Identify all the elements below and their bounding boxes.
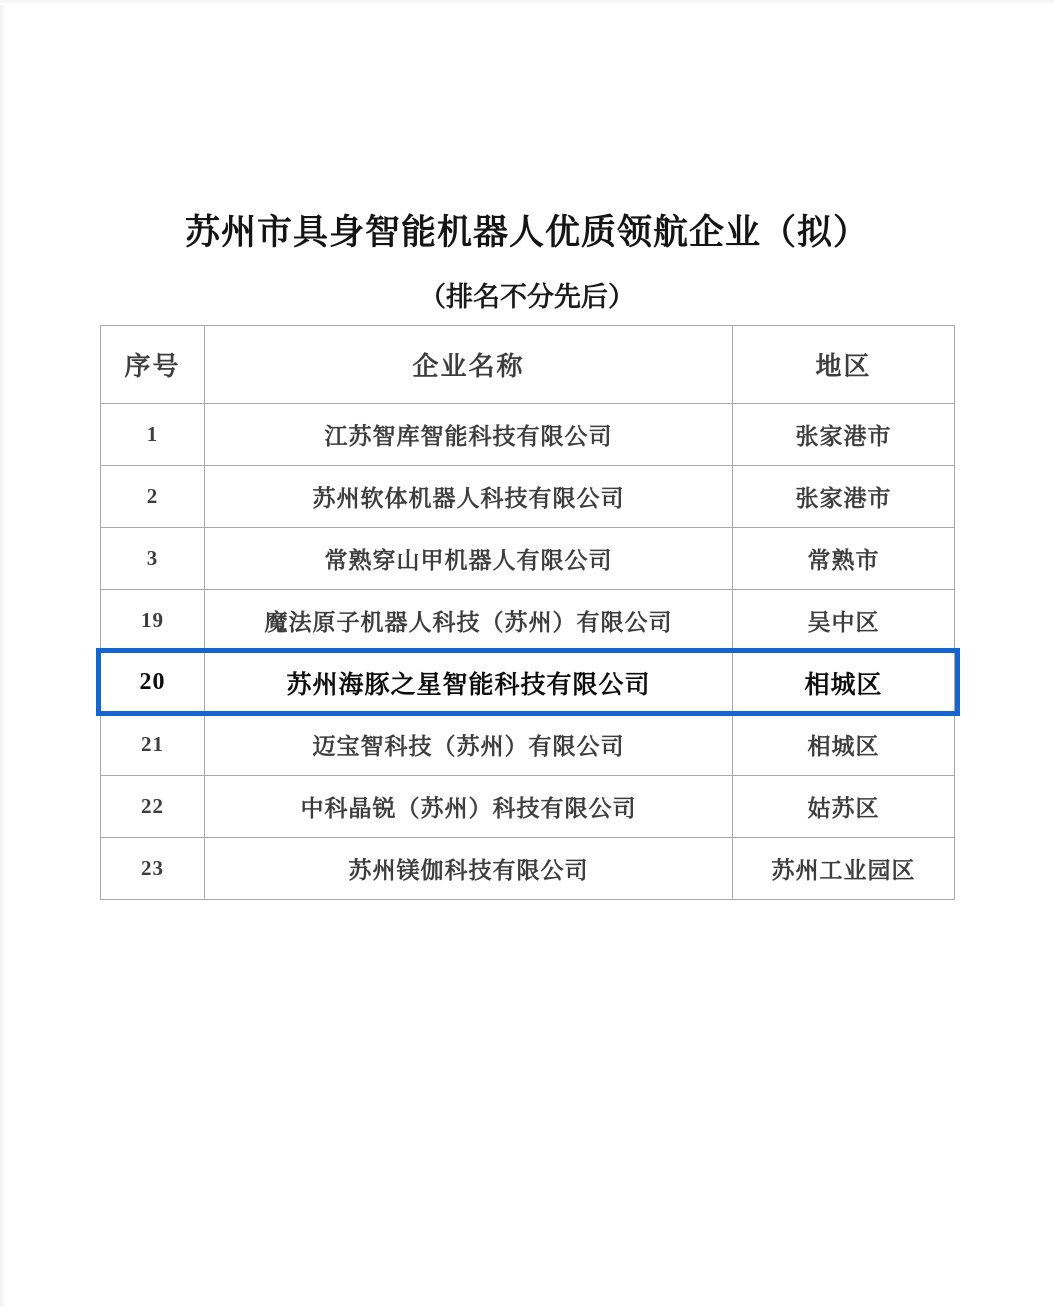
cell-enterprise-name: 魔法原子机器人科技（苏州）有限公司	[205, 590, 733, 652]
cell-enterprise-name: 苏州软体机器人科技有限公司	[205, 466, 733, 528]
cell-enterprise-name: 迈宝智科技（苏州）有限公司	[205, 714, 733, 776]
page-title: 苏州市具身智能机器人优质领航企业（拟）	[184, 213, 869, 253]
cell-index: 22	[101, 776, 205, 838]
table-row	[101, 404, 955, 466]
column-header-name: 企业名称	[205, 326, 733, 404]
table-row	[101, 838, 955, 900]
cell-area: 吴中区	[733, 590, 955, 652]
scan-edge-left	[0, 0, 6, 1307]
table-row	[101, 714, 955, 776]
cell-area: 常熟市	[733, 528, 955, 590]
cell-index: 23	[101, 838, 205, 900]
enterprise-table-container	[100, 325, 954, 900]
cell-enterprise-name: 苏州海豚之星智能科技有限公司	[205, 652, 733, 714]
page-subtitle: （排名不分先后）	[419, 282, 635, 313]
cell-index: 21	[101, 714, 205, 776]
cell-area: 姑苏区	[733, 776, 955, 838]
cell-enterprise-name: 江苏智库智能科技有限公司	[205, 404, 733, 466]
table-row	[101, 776, 955, 838]
cell-area: 相城区	[733, 714, 955, 776]
column-header-index: 序号	[101, 326, 205, 404]
cell-enterprise-name: 常熟穿山甲机器人有限公司	[205, 528, 733, 590]
cell-index: 19	[101, 590, 205, 652]
table-row	[101, 590, 955, 652]
table-row	[101, 466, 955, 528]
cell-area: 相城区	[733, 652, 955, 714]
column-header-area: 地区	[733, 326, 955, 404]
table-row	[101, 528, 955, 590]
enterprise-table	[100, 325, 955, 900]
table-body	[101, 404, 955, 900]
table-row	[101, 652, 955, 714]
cell-index: 1	[101, 404, 205, 466]
scan-edge-top	[0, 0, 1054, 5]
cell-enterprise-name: 中科晶锐（苏州）科技有限公司	[205, 776, 733, 838]
cell-area: 苏州工业园区	[733, 838, 955, 900]
cell-index: 2	[101, 466, 205, 528]
cell-enterprise-name: 苏州镁伽科技有限公司	[205, 838, 733, 900]
cell-index: 3	[101, 528, 205, 590]
table-header	[101, 326, 955, 404]
cell-index: 20	[101, 652, 205, 714]
cell-area: 张家港市	[733, 404, 955, 466]
cell-area: 张家港市	[733, 466, 955, 528]
table-header-row	[101, 326, 955, 404]
